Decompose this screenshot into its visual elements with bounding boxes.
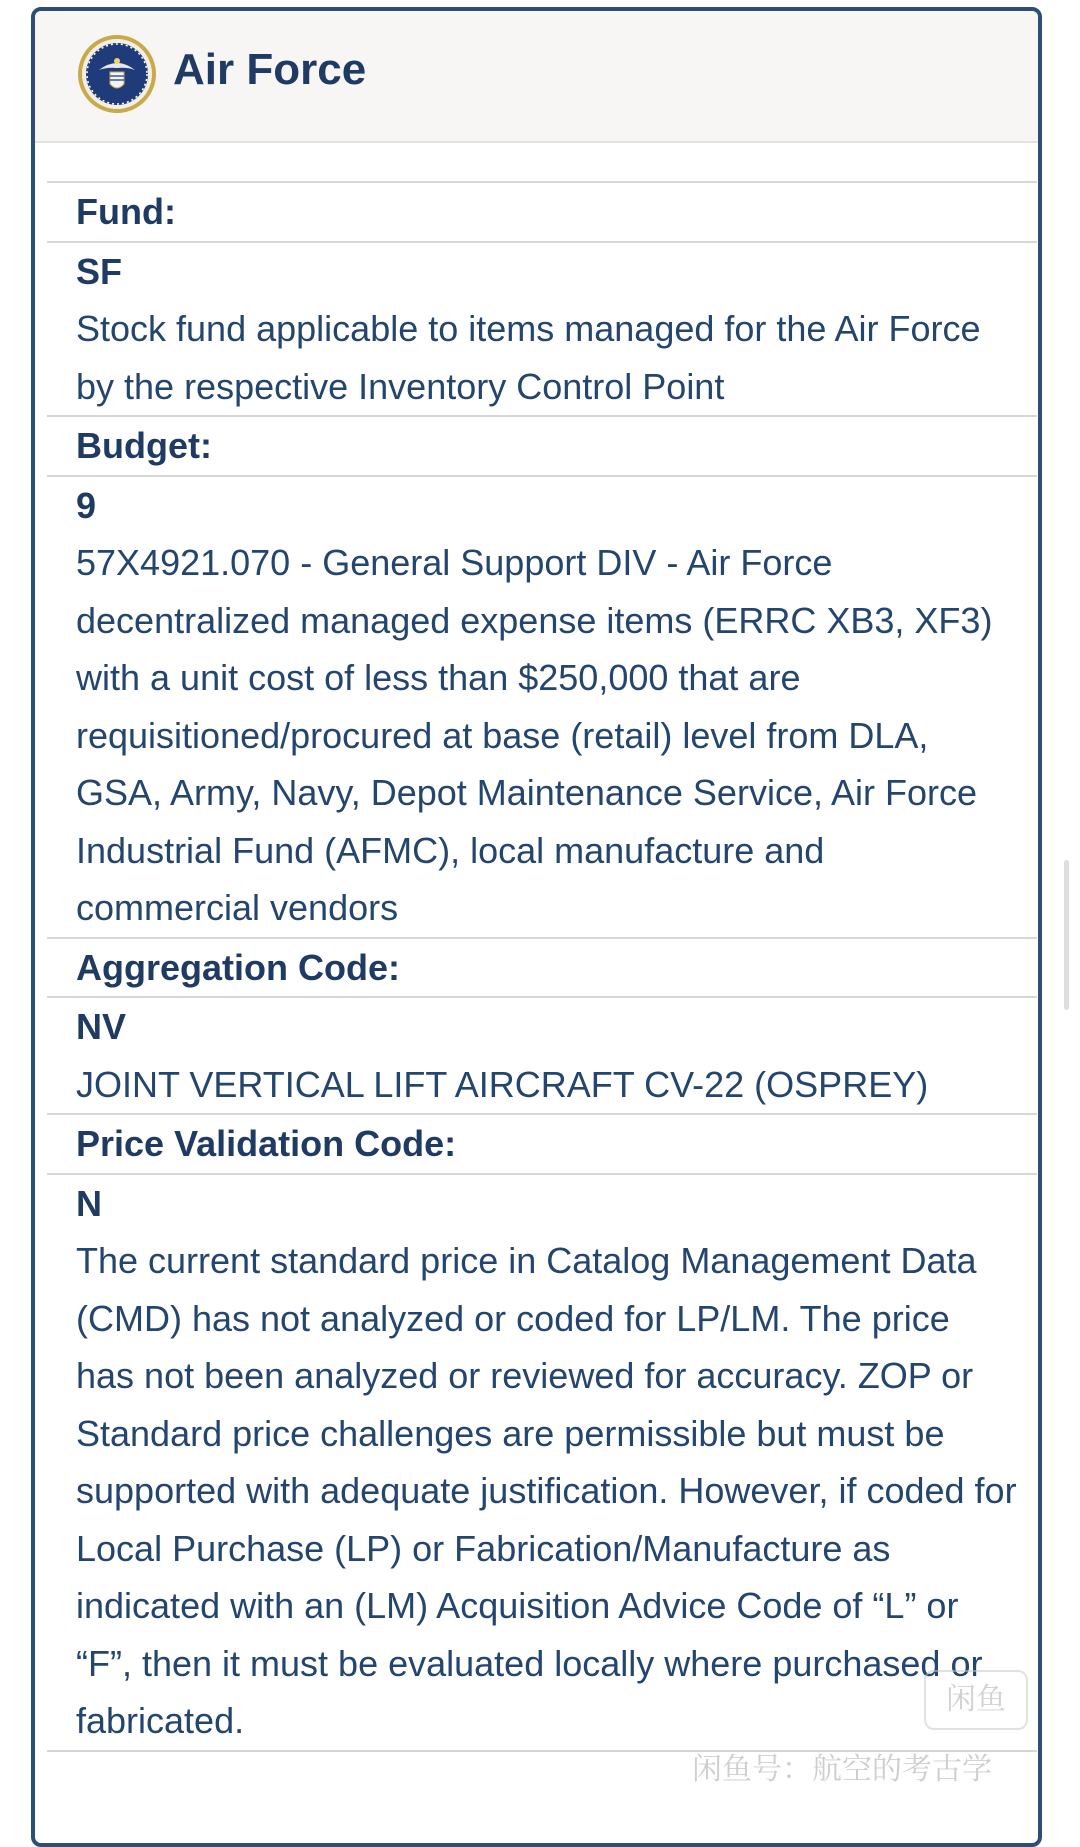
aggregation-label-row bbox=[47, 937, 1037, 997]
price-validation-value-row bbox=[47, 1173, 1037, 1750]
air-force-card bbox=[31, 7, 1042, 1847]
fund-value-row bbox=[47, 241, 1037, 416]
watermark-text: 闲鱼号：航空的考古学 bbox=[692, 1753, 992, 1786]
aggregation-value-row bbox=[47, 996, 1037, 1113]
fund-code: SF bbox=[76, 250, 123, 292]
aggregation-description: JOINT VERTICAL LIFT AIRCRAFT CV-22 (OSPREY) bbox=[76, 1063, 929, 1105]
aggregation-code: NV bbox=[76, 1006, 127, 1047]
aggregation-code-label: Aggregation Code: bbox=[76, 946, 400, 988]
fund-description: Stock fund applicable to items managed for the Air Force by the respective Inventory Control Point bbox=[76, 308, 981, 407]
fund-label-row bbox=[47, 181, 1037, 241]
price-validation-description: The current standard price in Catalog Management Data (CMD) has not analyzed or coded for LP/LM. The price has not been analyzed or reviewed for accuracy. ZOP or Standard price challenges are permissible but must be supported with adequate justification. However, if coded for Local Purchase (LP) or Fabrication/Manufacture as indicated with an (LM) Acquisition Advice Code of “L” or “F”, then it must be evaluated locally where purchased or fabricated. bbox=[76, 1240, 1017, 1741]
budget-value-row bbox=[47, 475, 1037, 937]
air-force-seal-icon bbox=[77, 34, 157, 114]
price-validation-code-label: Price Validation Code: bbox=[76, 1123, 457, 1164]
price-validation-label-row bbox=[47, 1113, 1037, 1173]
card-header bbox=[35, 11, 1038, 143]
budget-description: 57X4921.070 - General Support DIV - Air Force decentralized managed expense items (ERRC XB3, XF3) with a unit cost of less than $250,000 that are requisitioned/procured at base (retail) level from DLA, GSA, Army, Navy, Depot Maintenance Service, Air Force Industrial Fund (AFMC), local manufacture and commercial vendors bbox=[76, 542, 993, 928]
watermark-badge: 闲鱼 bbox=[924, 1670, 1028, 1730]
budget-label: Budget: bbox=[76, 425, 212, 466]
price-validation-code: N bbox=[76, 1182, 102, 1224]
page-title: Air Force bbox=[173, 45, 367, 94]
details-list bbox=[47, 181, 1037, 1752]
budget-label-row bbox=[47, 415, 1037, 475]
scrollbar[interactable] bbox=[1064, 860, 1069, 1010]
fund-label: Fund: bbox=[76, 191, 176, 232]
budget-code: 9 bbox=[76, 484, 97, 526]
